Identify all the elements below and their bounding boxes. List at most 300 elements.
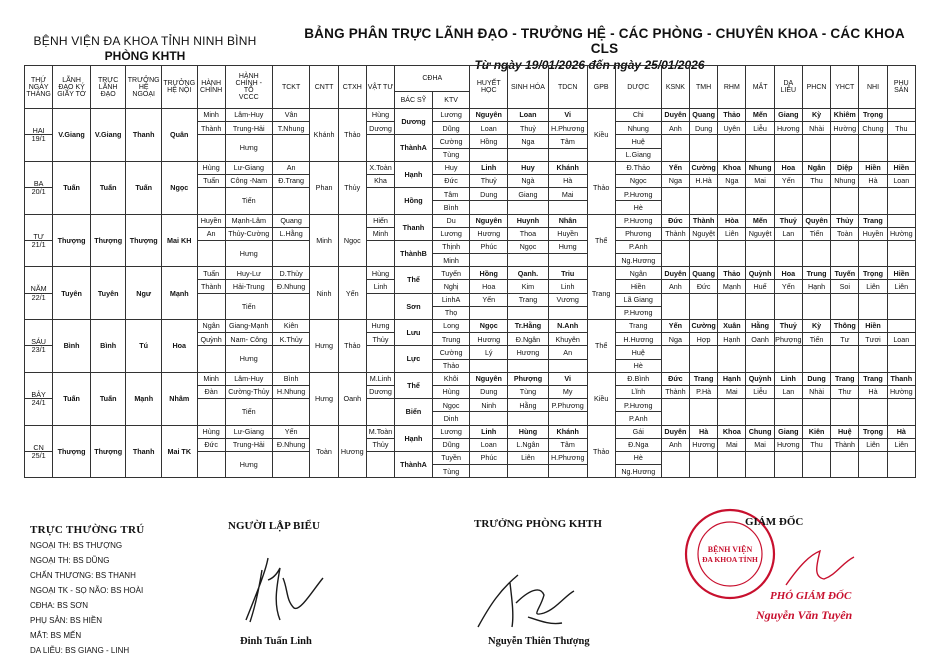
cell-hanh-chinh	[197, 240, 225, 266]
cell-tdcn: Linh	[548, 280, 587, 293]
cell-lanh-dao: Tuấn	[53, 372, 91, 425]
cell-bac-sy: Sơn	[395, 293, 433, 319]
schedule-row	[25, 372, 916, 385]
cell-yhct: Hường	[831, 122, 859, 135]
cell-vat-tu: Dương	[366, 385, 394, 398]
cell-gpb: Thảo	[587, 161, 615, 214]
cell-hanh-chinh: Đức	[197, 438, 225, 451]
cell-tckt	[272, 240, 310, 266]
cell-vat-tu	[366, 135, 394, 161]
cell-ktv: Tùng	[432, 148, 470, 161]
cell-phu-san	[887, 346, 915, 372]
cell-tckt	[272, 399, 310, 425]
cell-yhct: Nhung	[831, 174, 859, 187]
cell-hc-to: Huy-Lư	[225, 267, 272, 280]
cell-tmh	[690, 399, 718, 425]
header-line: CHÍNH -	[235, 80, 262, 87]
cell-ktv: Tuyền	[432, 451, 470, 464]
document-title: BẢNG PHÂN TRỰC LÃNH ĐẠO - TRƯỞNG HỆ - CÁC PHÒNG - CHUYÊN KHOA - CÁC KHOA CLS	[304, 26, 905, 56]
cell-huyet-hoc: Ninh	[470, 399, 508, 412]
cell-hc-to: Hưng	[225, 451, 272, 477]
cell-rhm: Thảo	[718, 267, 746, 280]
cell-tckt	[272, 346, 310, 372]
col-huyet-hoc	[470, 66, 508, 109]
cell-vat-tu: Thủy	[366, 438, 394, 451]
cell-ksnk: Anh	[661, 438, 689, 451]
header-line: GIẤY TỜ	[57, 90, 86, 98]
cell-th-noi: Quân	[161, 109, 197, 162]
cell-hanh-chinh: Tuấn	[197, 267, 225, 280]
hospital-name: BỆNH VIỆN ĐA KHOA TỈNH NINH BÌNH	[33, 34, 257, 48]
cell-vat-tu: M.Linh	[366, 372, 394, 385]
cell-vat-tu: Minh	[366, 227, 394, 240]
cell-huyet-hoc: Hương	[470, 333, 508, 346]
cell-truc-ld: Tuyên	[90, 267, 126, 320]
cell-rhm: Liên	[718, 227, 746, 240]
cell-duoc: Ngân	[615, 267, 661, 280]
day-name: SÁU	[25, 320, 53, 346]
cell-da-lieu: Linh	[774, 372, 802, 385]
cell-mat: Nhung	[746, 161, 774, 174]
header-line: CHÍNH	[200, 87, 223, 94]
cell-hanh-chinh: Huyền	[197, 214, 225, 227]
day-date: 19/1	[25, 135, 53, 161]
cell-duoc: Đ.Thảo	[615, 161, 661, 174]
cell-nhi: Trọng	[859, 425, 887, 438]
cell-ksnk: Duyên	[661, 109, 689, 122]
cell-bac-sy: Thể	[395, 267, 433, 293]
cell-da-lieu	[774, 240, 802, 266]
cell-lanh-dao: Thượng	[53, 214, 91, 267]
cell-rhm	[718, 399, 746, 425]
cell-hc-to: Tiến	[225, 399, 272, 425]
cell-hanh-chinh: Đàn	[197, 385, 225, 398]
cell-phu-san	[887, 109, 915, 122]
cell-tdcn: Vương	[548, 293, 587, 306]
cell-sinh-hoa	[508, 465, 549, 478]
cell-mat: Mến	[746, 109, 774, 122]
cell-mat	[746, 188, 774, 214]
cell-tmh: P.Hà	[690, 385, 718, 398]
duty-schedule-table	[24, 65, 916, 478]
header-line: HỌC	[480, 87, 497, 94]
cell-tdcn	[548, 465, 587, 478]
cell-lanh-dao: Bình	[53, 320, 91, 373]
cell-ktv: Huy	[432, 161, 470, 174]
cell-yhct: Tuyến	[831, 267, 859, 280]
cell-bac-sy: Thanh	[395, 214, 433, 240]
cell-gpb: Kiều	[587, 109, 615, 162]
cell-bac-sy: ThànhA	[395, 135, 433, 161]
cell-phu-san	[887, 399, 915, 425]
cell-ktv: Tuyến	[432, 267, 470, 280]
cell-sinh-hoa: Hằng	[508, 399, 549, 412]
cell-ktv: Đức	[432, 174, 470, 187]
cell-hc-to: Lư-Giang	[225, 161, 272, 174]
cell-hc-to: Hưng	[225, 240, 272, 266]
cell-yhct: Khiêm	[831, 109, 859, 122]
col-tckt: TCKT	[272, 66, 310, 109]
cell-ktv: Bình	[432, 201, 470, 214]
cell-huyet-hoc	[470, 306, 508, 319]
cell-tckt: An	[272, 161, 310, 174]
cell-lanh-dao: Thượng	[53, 425, 91, 478]
cell-ksnk	[661, 135, 689, 161]
cell-duoc: Hè	[615, 201, 661, 214]
cell-da-lieu	[774, 293, 802, 319]
cell-da-lieu: Giang	[774, 109, 802, 122]
cell-yhct	[831, 346, 859, 372]
cell-phcn: Nhài	[802, 122, 830, 135]
cell-nhi	[859, 346, 887, 372]
cell-ksnk: Nga	[661, 174, 689, 187]
cell-phu-san: Liên	[887, 280, 915, 293]
cell-mat: Mai	[746, 174, 774, 187]
col-mat: MẮT	[746, 66, 774, 109]
cell-bac-sy: ThànhB	[395, 240, 433, 266]
cell-huyet-hoc: Hồng	[470, 135, 508, 148]
cell-phu-san: Liên	[887, 438, 915, 451]
svg-text:ĐA KHOA TỈNH: ĐA KHOA TỈNH	[702, 555, 758, 564]
cell-tckt	[272, 135, 310, 161]
header-line: ĐẠO	[100, 90, 116, 98]
col-gpb: GPB	[587, 66, 615, 109]
col-bac-sy: BÁC SỸ	[395, 92, 433, 109]
cell-tdcn	[548, 201, 587, 214]
cell-cntt: Toàn	[310, 425, 338, 478]
cell-yhct: Soi	[831, 280, 859, 293]
cell-duoc: P.Anh	[615, 240, 661, 253]
cell-ksnk: Nga	[661, 333, 689, 346]
cell-rhm: Mạnh	[718, 280, 746, 293]
cell-tmh	[690, 451, 718, 477]
header-line: VCCC	[238, 94, 259, 101]
cell-yhct	[831, 135, 859, 161]
cell-mat: Chung	[746, 425, 774, 438]
hospital-header	[30, 34, 260, 63]
cell-duoc: Hè	[615, 451, 661, 464]
cell-th-noi: Mai KH	[161, 214, 197, 267]
cell-phcn: Thu	[802, 174, 830, 187]
cell-duoc: Gái	[615, 425, 661, 438]
cell-sinh-hoa: Tùng	[508, 385, 549, 398]
cell-phcn: Trung	[802, 267, 830, 280]
cell-ksnk	[661, 451, 689, 477]
cell-lanh-dao: Tuyên	[53, 267, 91, 320]
cell-nhi: Trang	[859, 214, 887, 227]
cell-tdcn: Khánh	[548, 161, 587, 174]
cell-duoc: Lã Giang	[615, 293, 661, 306]
cell-vat-tu: Thủy	[366, 333, 394, 346]
cell-rhm: Thảo	[718, 109, 746, 122]
cell-hanh-chinh	[197, 399, 225, 425]
cell-duoc: Hiền	[615, 280, 661, 293]
cell-ksnk: Yến	[661, 161, 689, 174]
header-line: NGOẠI	[132, 90, 155, 98]
cell-rhm	[718, 451, 746, 477]
cell-mat: Liễu	[746, 385, 774, 398]
cell-vat-tu: X.Toàn	[366, 161, 394, 174]
cell-yhct	[831, 399, 859, 425]
cell-phcn	[802, 135, 830, 161]
cell-sinh-hoa: Trang	[508, 293, 549, 306]
cell-hanh-chinh: Ngân	[197, 320, 225, 333]
schedule-row	[25, 161, 916, 174]
header-line: THÁNG	[26, 90, 51, 98]
cell-huyet-hoc	[470, 201, 508, 214]
cell-truc-ld: Bình	[90, 320, 126, 373]
header-line: ĐẠO KÝ	[58, 83, 85, 91]
cell-duoc: Chi	[615, 109, 661, 122]
cell-duoc: Ng.Hương	[615, 465, 661, 478]
cell-phcn: Nhài	[802, 385, 830, 398]
cell-tdcn: P.Phương	[548, 399, 587, 412]
cell-ksnk: Thành	[661, 227, 689, 240]
cell-sinh-hoa: L.Ngân	[508, 438, 549, 451]
cell-da-lieu	[774, 135, 802, 161]
cell-tckt: T.Nhung	[272, 122, 310, 135]
cell-mat: Mến	[746, 214, 774, 227]
cell-huyet-hoc	[470, 412, 508, 425]
cell-yhct	[831, 293, 859, 319]
cell-tckt	[272, 451, 310, 477]
cell-huyet-hoc: Thuỷ	[470, 174, 508, 187]
col-tdcn: TDCN	[548, 66, 587, 109]
cell-phcn: Kỳ	[802, 109, 830, 122]
cell-nhi	[859, 293, 887, 319]
cell-ctxh: Thủy	[338, 161, 366, 214]
header-line: HỆ NỘI	[167, 87, 192, 94]
cell-ktv: Cường	[432, 135, 470, 148]
cell-ksnk	[661, 346, 689, 372]
cell-hanh-chinh: Hùng	[197, 425, 225, 438]
cell-ctxh: Ngọc	[338, 214, 366, 267]
cell-huyet-hoc: Linh	[470, 161, 508, 174]
cell-sinh-hoa: Ngọc	[508, 240, 549, 253]
header-line: DA	[783, 80, 794, 87]
cell-ktv: Thịnh	[432, 240, 470, 253]
cell-hanh-chinh: Thành	[197, 280, 225, 293]
cell-duoc: P.Hương	[615, 399, 661, 412]
cell-ktv: Long	[432, 320, 470, 333]
cell-tdcn: Vi	[548, 372, 587, 385]
preparer-signature	[228, 550, 328, 630]
cell-nhi: Trọng	[859, 267, 887, 280]
col-lanh-dao	[53, 66, 91, 109]
cell-tdcn	[548, 254, 587, 267]
cell-rhm: Hạnh	[718, 333, 746, 346]
cell-phu-san	[887, 188, 915, 214]
cell-phu-san	[887, 293, 915, 319]
cell-nhi: Hà	[859, 385, 887, 398]
cell-tckt: Yến	[272, 425, 310, 438]
cell-ksnk: Duyên	[661, 267, 689, 280]
cell-cntt: Ninh	[310, 267, 338, 320]
cell-tckt: H.Nhung	[272, 385, 310, 398]
cell-duoc: L.Giang	[615, 148, 661, 161]
cell-ktv: Tùng	[432, 465, 470, 478]
cell-mat	[746, 399, 774, 425]
cell-duoc: Phương	[615, 227, 661, 240]
cell-truc-ld: V.Giang	[90, 109, 126, 162]
cell-nhi	[859, 188, 887, 214]
cell-phu-san: Hường	[887, 385, 915, 398]
cell-vat-tu: Linh	[366, 280, 394, 293]
cell-vat-tu: Hiển	[366, 214, 394, 227]
cell-huyet-hoc: Ngọc	[470, 320, 508, 333]
cell-rhm: Hạnh	[718, 372, 746, 385]
header-line: HỆ	[138, 83, 149, 91]
cell-duoc: Lĩnh	[615, 385, 661, 398]
head-of-dept-title: TRƯỞNG PHÒNG KHTH	[474, 518, 602, 530]
day-date: 24/1	[25, 399, 53, 425]
cell-yhct: Tư	[831, 333, 859, 346]
cell-ktv: Ngọc	[432, 399, 470, 412]
cell-bac-sy: ThànhA	[395, 451, 433, 477]
cell-hanh-chinh: Minh	[197, 372, 225, 385]
on-call-line: CHẤN THƯƠNG: BS THANH	[30, 571, 136, 580]
cell-vat-tu: Hùng	[366, 109, 394, 122]
cell-vat-tu	[366, 188, 394, 214]
schedule-row	[25, 425, 916, 438]
cell-da-lieu	[774, 451, 802, 477]
on-call-line: CĐHA: BS SƠN	[30, 601, 88, 610]
cell-da-lieu: Lan	[774, 385, 802, 398]
cell-tdcn	[548, 148, 587, 161]
cell-hanh-chinh: Thành	[197, 122, 225, 135]
cell-huyet-hoc: Hoa	[470, 280, 508, 293]
cell-ksnk: Đức	[661, 372, 689, 385]
cell-vat-tu	[366, 240, 394, 266]
cell-phu-san: Hường	[887, 227, 915, 240]
cell-huyet-hoc: Dung	[470, 188, 508, 201]
cell-huyet-hoc: Dung	[470, 385, 508, 398]
cell-tdcn: Vi	[548, 109, 587, 122]
cell-truc-ld: Tuấn	[90, 372, 126, 425]
on-call-line: NGOẠI TK - SỌ NÃO: BS HOÀI	[30, 586, 144, 595]
director-title: GIÁM ĐỐC	[745, 516, 804, 528]
on-call-line: MẮT: BS MẾN	[30, 631, 82, 640]
cell-ktv: Dinh	[432, 412, 470, 425]
schedule-row	[25, 109, 916, 122]
cell-ksnk: Thành	[661, 385, 689, 398]
col-duoc: DƯỢC	[615, 66, 661, 109]
cell-cntt: Hưng	[310, 320, 338, 373]
cell-bac-sy: Dương	[395, 109, 433, 135]
col-sinh-hoa: SINH HÓA	[508, 66, 549, 109]
cell-tckt: Đ.Nhung	[272, 438, 310, 451]
day-name: BẢY	[25, 372, 53, 398]
cell-mat: Huế	[746, 280, 774, 293]
cell-tmh: H.Hà	[690, 174, 718, 187]
cell-yhct: Huệ	[831, 425, 859, 438]
cell-huyet-hoc: Phúc	[470, 240, 508, 253]
cell-nhi: Huyền	[859, 227, 887, 240]
cell-hanh-chinh	[197, 293, 225, 319]
cell-bac-sy: Hồng	[395, 188, 433, 214]
day-name: TƯ	[25, 214, 53, 240]
cell-ksnk	[661, 293, 689, 319]
cell-rhm: Mai	[718, 385, 746, 398]
cell-da-lieu: Yến	[774, 174, 802, 187]
cell-ktv: Minh	[432, 254, 470, 267]
cell-sinh-hoa	[508, 412, 549, 425]
cell-sinh-hoa: Qanh.	[508, 267, 549, 280]
header-line: NGÀY	[28, 83, 49, 91]
cell-phcn	[802, 451, 830, 477]
header-line: LÃNH	[98, 83, 118, 91]
cell-sinh-hoa: Hùng	[508, 425, 549, 438]
col-cdha: CĐHA	[395, 66, 470, 92]
cell-tmh	[690, 346, 718, 372]
cell-huyet-hoc	[470, 148, 508, 161]
cell-da-lieu: Hoa	[774, 267, 802, 280]
day-date: 20/1	[25, 188, 53, 214]
cell-hc-to: Mạnh-Lâm	[225, 214, 272, 227]
col-rhm: RHM	[718, 66, 746, 109]
col-vat-tu: VẬT TƯ	[366, 66, 394, 109]
cell-da-lieu: Thuỷ	[774, 320, 802, 333]
cell-hanh-chinh: Quỳnh	[197, 333, 225, 346]
col-hanh-chinh	[197, 66, 225, 109]
cell-gpb: Thể	[587, 214, 615, 267]
cell-gpb: Thể	[587, 320, 615, 373]
col-tmh: TMH	[690, 66, 718, 109]
cell-sinh-hoa: Huynh	[508, 214, 549, 227]
cell-hc-to: Giang-Mạnh	[225, 320, 272, 333]
cell-phu-san: Hiền	[887, 161, 915, 174]
cell-tdcn: H.Phương	[548, 451, 587, 464]
col-hc-to-vccc	[225, 66, 272, 109]
cell-sinh-hoa: Tr.Hằng	[508, 320, 549, 333]
cell-tmh: Nguyệt	[690, 227, 718, 240]
cell-nhi: Tươi	[859, 333, 887, 346]
cell-th-ngoai: Tuấn	[126, 161, 162, 214]
director-name: Nguyễn Văn Tuyên	[756, 608, 853, 622]
header-line: HÀNH	[201, 80, 222, 87]
cell-tdcn: Khánh	[548, 425, 587, 438]
cell-yhct: Diệp	[831, 161, 859, 174]
cell-hanh-chinh: Minh	[197, 109, 225, 122]
cell-phcn	[802, 399, 830, 425]
cell-tdcn: Hưng	[548, 240, 587, 253]
cell-ktv: Lương	[432, 425, 470, 438]
cell-th-ngoai: Mạnh	[126, 372, 162, 425]
cell-duoc: P.Anh	[615, 412, 661, 425]
cell-da-lieu: Phượng	[774, 333, 802, 346]
cell-tmh	[690, 188, 718, 214]
cell-ktv: Trung	[432, 333, 470, 346]
cell-rhm	[718, 293, 746, 319]
cell-phcn	[802, 240, 830, 266]
col-ktv: KTV	[432, 92, 470, 109]
cell-rhm: Hòa	[718, 214, 746, 227]
cell-mat	[746, 451, 774, 477]
cell-tmh: Trang	[690, 372, 718, 385]
cell-rhm: Xuân	[718, 320, 746, 333]
cell-phcn: Tiến	[802, 333, 830, 346]
cell-tmh: Dung	[690, 122, 718, 135]
cell-hanh-chinh: An	[197, 227, 225, 240]
on-call-line: NGOẠI TH: BS DŨNG	[30, 556, 110, 565]
cell-duoc: Huệ	[615, 135, 661, 148]
cell-duoc: Nhung	[615, 122, 661, 135]
table-body	[25, 109, 916, 478]
cell-da-lieu: Hương	[774, 438, 802, 451]
cell-ksnk: Anh	[661, 122, 689, 135]
department-name: PHÒNG KHTH	[104, 49, 186, 63]
cell-th-ngoai: Ngư	[126, 267, 162, 320]
